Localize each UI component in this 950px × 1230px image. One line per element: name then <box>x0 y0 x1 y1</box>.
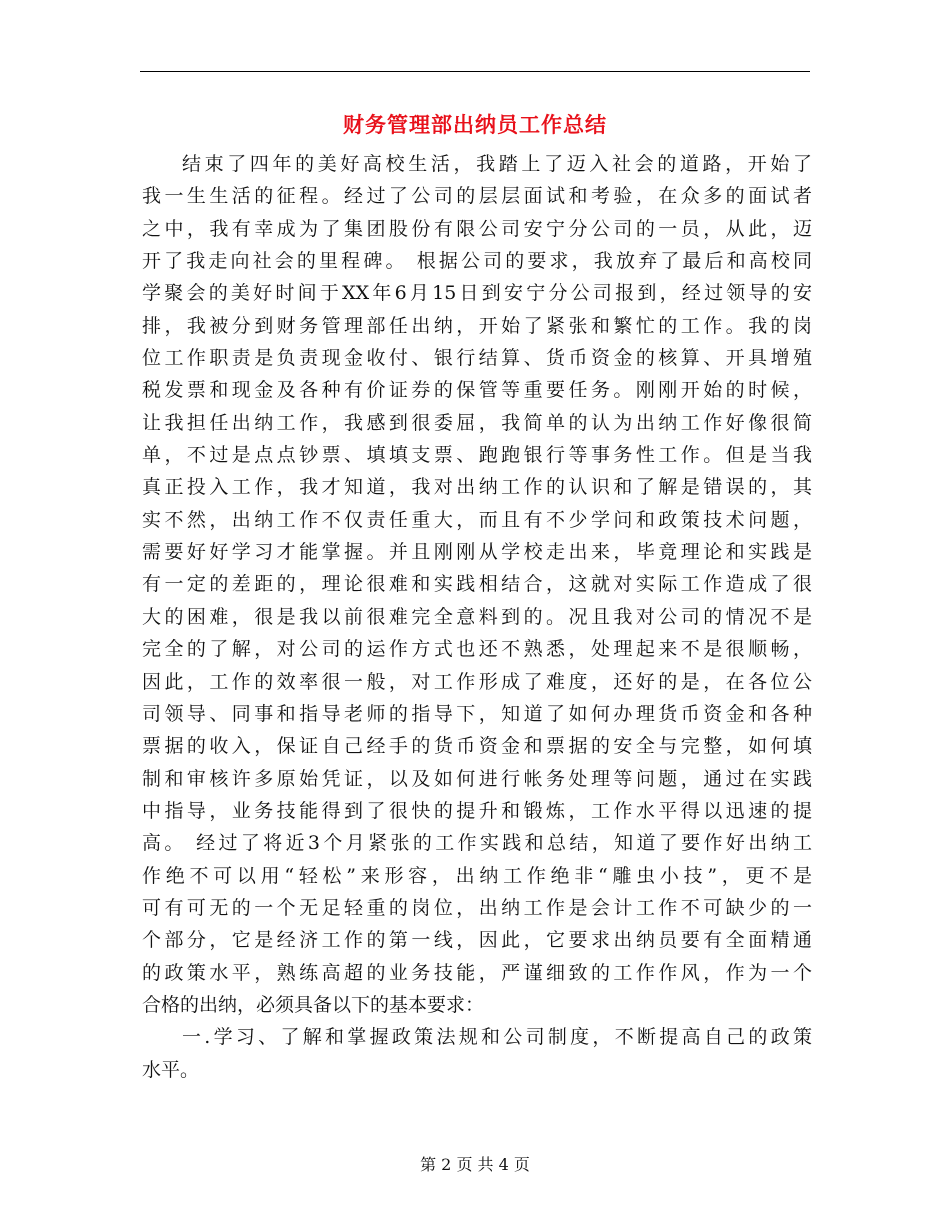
body-text-line: 单，不过是点点钞票、填填支票、跑跑银行等事务性工作。但是当我 <box>142 444 812 467</box>
body-text-line: 税发票和现金及各种有价证券的保管等重要任务。刚刚开始的时候， <box>142 379 812 402</box>
body-text-line: 作绝不可以用“轻松”来形容，出纳工作绝非“雕虫小技”，更不是 <box>142 864 812 887</box>
body-text-line: 学聚会的美好时间于XX年6月15日到安宁分公司报到，经过领导的安 <box>142 282 812 305</box>
body-text-line: 之中，我有幸成为了集团股份有限公司安宁分公司的一员，从此，迈 <box>142 217 812 240</box>
body-text-line: 高。 经过了将近3个月紧张的工作实践和总结，知道了要作好出纳工 <box>142 832 812 855</box>
document-title: 财务管理部出纳员工作总结 <box>343 112 607 137</box>
body-text-line: 中指导，业务技能得到了很快的提升和锻炼，工作水平得以迅速的提 <box>142 799 812 822</box>
body-text-line: 开了我走向社会的里程碑。 根据公司的要求，我放弃了最后和高校同 <box>142 250 812 273</box>
body-text-line: 完全的了解，对公司的运作方式也还不熟悉，处理起来不是很顺畅， <box>142 638 812 661</box>
body-text-line: 制和审核许多原始凭证，以及如何进行帐务处理等问题，通过在实践 <box>142 767 812 790</box>
body-text-line: 我一生生活的征程。经过了公司的层层面试和考验，在众多的面试者 <box>142 185 812 208</box>
body-text-line: 司领导、同事和指导老师的指导下，知道了如何办理货币资金和各种 <box>142 702 812 725</box>
body-text-line: 票据的收入，保证自己经手的货币资金和票据的安全与完整，如何填 <box>142 735 812 758</box>
body-text-line: 合格的出纳，必须具备以下的基本要求： <box>142 993 485 1016</box>
body-text-line: 真正投入工作，我才知道，我对出纳工作的认识和了解是错误的，其 <box>142 476 812 499</box>
body-text-line: 可有可无的一个无足轻重的岗位，出纳工作是会计工作不可缺少的一 <box>142 896 812 919</box>
body-text-line: 让我担任出纳工作，我感到很委屈，我简单的认为出纳工作好像很简 <box>142 411 812 434</box>
page-number-footer: 第 2 页 共 4 页 <box>420 1155 530 1174</box>
body-text-line: 个部分，它是经济工作的第一线，因此，它要求出纳员要有全面精通 <box>142 929 812 952</box>
body-text-line: 水平。 <box>142 1058 200 1081</box>
header-rule <box>140 71 810 72</box>
body-text-line: 一.学习、了解和掌握政策法规和公司制度，不断提高自己的政策 <box>182 1026 812 1049</box>
body-text-line: 的政策水平，熟练高超的业务技能，严谨细致的工作作风，作为一个 <box>142 961 812 984</box>
body-text-line: 因此，工作的效率很一般，对工作形成了难度，还好的是，在各位公 <box>142 670 812 693</box>
body-text-line: 有一定的差距的，理论很难和实践相结合，这就对实际工作造成了很 <box>142 573 812 596</box>
body-text-line: 大的困难，很是我以前很难完全意料到的。况且我对公司的情况不是 <box>142 605 812 628</box>
body-text-line: 位工作职责是负责现金收付、银行结算、货币资金的核算、开具增殖 <box>142 347 812 370</box>
body-text-line: 排，我被分到财务管理部任出纳，开始了紧张和繁忙的工作。我的岗 <box>142 314 812 337</box>
document-body <box>142 148 812 1086</box>
body-text-line: 结束了四年的美好高校生活，我踏上了迈入社会的道路，开始了 <box>182 153 812 175</box>
body-text-line: 需要好好学习才能掌握。并且刚刚从学校走出来，毕竟理论和实践是 <box>142 541 812 564</box>
body-text-line: 实不然，出纳工作不仅责任重大，而且有不少学问和政策技术问题， <box>142 508 812 531</box>
